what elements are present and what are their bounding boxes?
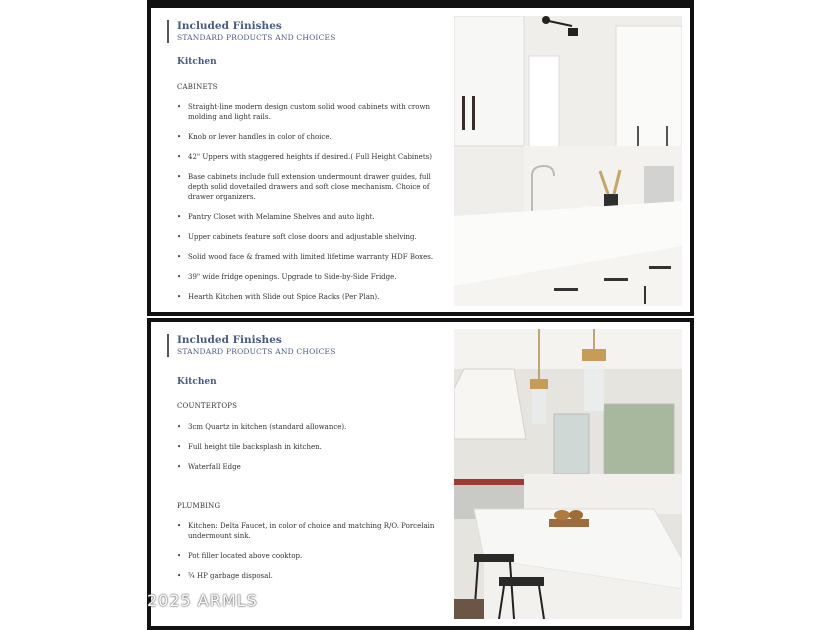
list-item: • 42" Uppers with staggered heights if desired.( Full Height Cabinets) — [177, 152, 439, 162]
kitchen-cabinets-photo — [454, 16, 682, 306]
category-label-plumbing: PLUMBING — [177, 502, 221, 510]
list-item: • Full height tile backsplash in kitchen. — [177, 442, 439, 452]
header-title: Included Finishes — [177, 20, 282, 32]
header-subtitle: STANDARD PRODUCTS AND CHOICES — [177, 347, 336, 356]
brochure-page-countertops — [147, 318, 694, 630]
header-title: Included Finishes — [177, 334, 282, 346]
list-item: • Pantry Closet with Melamine Shelves and auto light. — [177, 212, 439, 222]
list-item: • Straight-line modern design custom solid wood cabinets with crown molding and light rails. — [177, 102, 439, 122]
category-label: CABINETS — [177, 83, 218, 91]
brochure-page-cabinets — [147, 0, 694, 316]
category-label-countertops: COUNTERTOPS — [177, 402, 238, 410]
cabinet-list — [177, 102, 439, 312]
page-header — [167, 334, 336, 357]
plumbing-list — [177, 521, 439, 591]
header-subtitle: STANDARD PRODUCTS AND CHOICES — [177, 33, 336, 42]
list-item: • ¾ HP garbage disposal. — [177, 571, 439, 581]
list-item: • 39" wide fridge openings. Upgrade to Side-by-Side Fridge. — [177, 272, 439, 282]
list-item: • Solid wood face & framed with limited lifetime warranty HDF Boxes. — [177, 252, 439, 262]
list-item: • Pot filler located above cooktop. — [177, 551, 439, 561]
page-content — [151, 322, 690, 626]
section-title: Kitchen — [177, 377, 217, 387]
kitchen-island-photo — [454, 329, 682, 619]
list-item: • Upper cabinets feature soft close doors and adjustable shelving. — [177, 232, 439, 242]
countertop-list — [177, 422, 439, 482]
page-content — [151, 8, 690, 312]
list-item: • Kitchen: Delta Faucet, in color of choice and matching R/O. Porcelain undermount sink. — [177, 521, 439, 541]
list-item: • 3cm Quartz in kitchen (standard allowance). — [177, 422, 439, 432]
list-item: • Hearth Kitchen with Slide out Spice Racks (Per Plan). — [177, 292, 439, 302]
list-item: • Knob or lever handles in color of choice. — [177, 132, 439, 142]
page-header — [167, 20, 336, 43]
list-item: • Base cabinets include full extension undermount drawer guides, full depth solid dovetailed drawers and soft close mechanism. Choice of drawer organizers. — [177, 172, 439, 202]
section-title: Kitchen — [177, 57, 217, 67]
list-item: • Waterfall Edge — [177, 462, 439, 472]
watermark: 2025 ARMLS — [147, 591, 258, 610]
